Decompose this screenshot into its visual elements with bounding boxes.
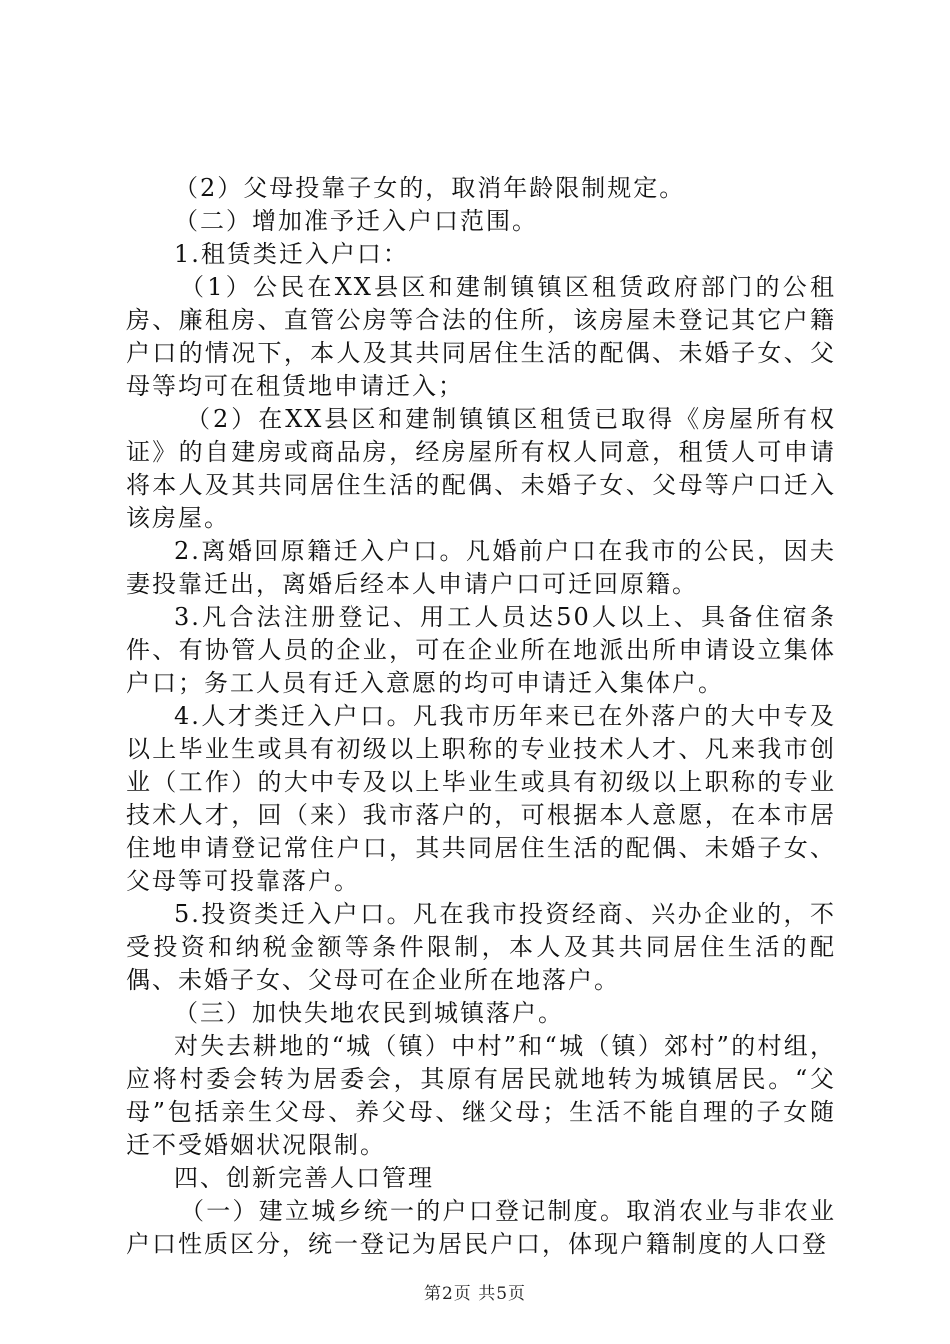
paragraph-rental-item-2: （2）在XX县区和建制镇镇区租赁已取得《房屋所有权证》的自建房或商品房，经房屋所有权人同意，租赁人可申请将本人及其共同居住生活的配偶、未婚子女、父母等户口迁入该房屋。 [126,405,836,532]
paragraph-section-landless-farmers: （三）加快失地农民到城镇落户。 [174,999,564,1027]
paragraph-rental-heading: 1.租赁类迁入户口： [174,240,409,268]
paragraph-rental-item-1: （1）公民在XX县区和建制镇镇区租赁政府部门的公租房、廉租房、直管公房等合法的住所，该房屋未登记其它户籍户口的情况下，本人及其共同居住生活的配偶、未婚子女、父母等均可在租赁地申请迁入； [126,273,836,400]
paragraph-divorce-return: 2.离婚回原籍迁入户口。凡婚前户口在我市的公民，因夫妻投靠迁出，离婚后经本人申请户口可迁回原籍。 [126,537,836,598]
paragraph-investment-household: 5.投资类迁入户口。凡在我市投资经商、兴办企业的，不受投资和纳税金额等条件限制，本人及其共同居住生活的配偶、未婚子女、父母可在企业所在地落户。 [126,900,836,994]
paragraph-village-conversion: 对失去耕地的“城（镇）中村”和“城（镇）郊村”的村组，应将村委会转为居委会，其原有居民就地转为城镇居民。“父母”包括亲生父母、养父母、继父母；生活不能自理的子女随迁不受婚姻状况限制。 [126,1032,836,1159]
document-body [126,172,836,1261]
paragraph-unified-registration: （一）建立城乡统一的户口登记制度。取消农业与非农业户口性质区分，统一登记为居民户口，体现户籍制度的人口登 [126,1197,836,1258]
paragraph-section-population-management: 四、创新完善人口管理 [174,1164,434,1192]
page-number-footer: 第2页 共5页 [423,1284,527,1304]
paragraph-section-expand-scope: （二）增加准予迁入户口范围。 [174,207,538,235]
paragraph-collective-household: 3.凡合法注册登记、用工人员达50人以上、具备住宿条件、有协管人员的企业，可在企业所在地派出所申请设立集体户口；务工人员有迁入意愿的均可申请迁入集体户。 [126,603,836,697]
paragraph-talent-household: 4.人才类迁入户口。凡我市历年来已在外落户的大中专及以上毕业生或具有初级以上职称的专业技术人才、凡来我市创业（工作）的大中专及以上毕业生或具有初级以上职称的专业技术人才，回（来）我市落户的，可根据本人意愿，在本市居住地申请登记常住户口，其共同居住生活的配偶、未婚子女、父母等可投靠落户。 [126,702,836,895]
paragraph-parents-rely-children: （2）父母投靠子女的，取消年龄限制规定。 [174,174,686,202]
